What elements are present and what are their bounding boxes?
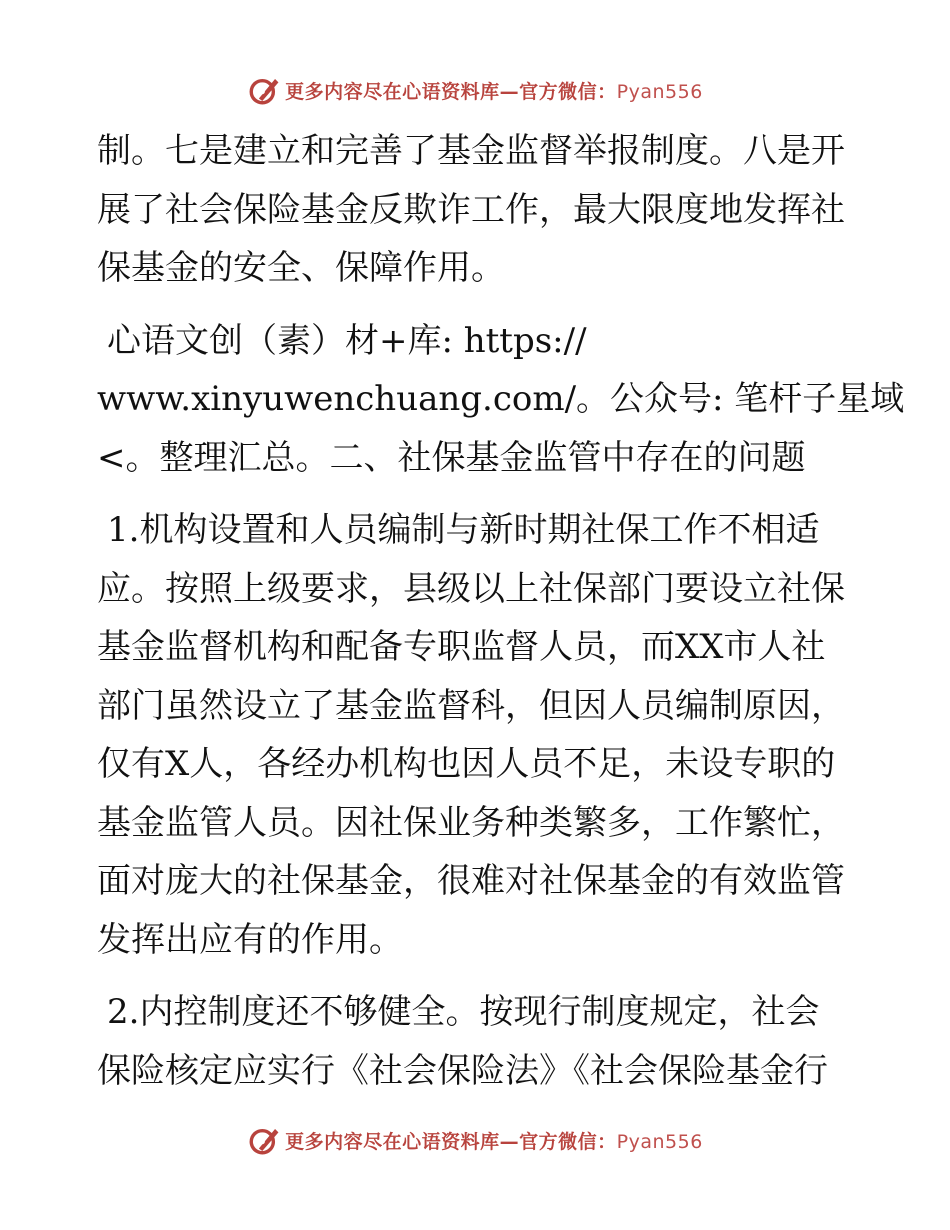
paragraph [97,312,905,488]
watermark-text: 更多内容尽在心语资料库—官方微信：Pyan556 [285,1130,703,1153]
text-line: 1.机构设置和人员编制与新时期社保工作不相适 [107,510,820,550]
text-line: 心语文创（素）材+库: https:// [107,320,587,361]
watermark-contact: Pyan556 [616,80,703,103]
text-line: 仅有X人，各经办机构也因人员不足，未设专职的 [97,744,836,784]
text-line: 部门虽然设立了基金监督科，但因人员编制原因， [97,685,845,726]
text-line: 保基金的安全、保障作用。 [97,248,505,288]
paragraph [97,122,857,298]
text-line: 2.内控制度还不够健全。按现行制度规定，社会 [107,992,820,1032]
pen-logo-icon [247,73,281,107]
text-line: 展了社会保险基金反欺诈工作，最大限度地发挥社 [97,189,845,230]
watermark-contact: Pyan556 [616,1130,703,1153]
document-body [97,122,905,1100]
text-line: 保险核定应实行《社会保险法》《社会保险基金行 [97,1050,828,1091]
paragraph [97,983,857,1100]
text-line: 发挥出应有的作用。 [97,919,403,960]
text-line: 基金监管人员。因社保业务种类繁多，工作繁忙， [97,802,845,843]
text-line: 面对庞大的社保基金，很难对社保基金的有效监管 [97,861,845,901]
text-line: 基金监督机构和配备专职监督人员，而XX市人社 [97,627,826,667]
text-line: 制。七是建立和完善了基金监督举报制度。八是开 [97,131,845,171]
text-line: www.xinyuwenchuang.com/。公众号: 笔杆子星域 [97,379,905,419]
text-line: <。整理汇总。二、社保基金监管中存在的问题 [97,437,806,478]
watermark-text: 更多内容尽在心语资料库—官方微信：Pyan556 [285,80,703,103]
text-line: 应。按照上级要求，县级以上社保部门要设立社保 [97,568,845,609]
pen-logo-icon [247,1123,281,1157]
footer-watermark [0,1120,950,1160]
paragraph [97,501,857,969]
header-watermark [0,70,950,110]
